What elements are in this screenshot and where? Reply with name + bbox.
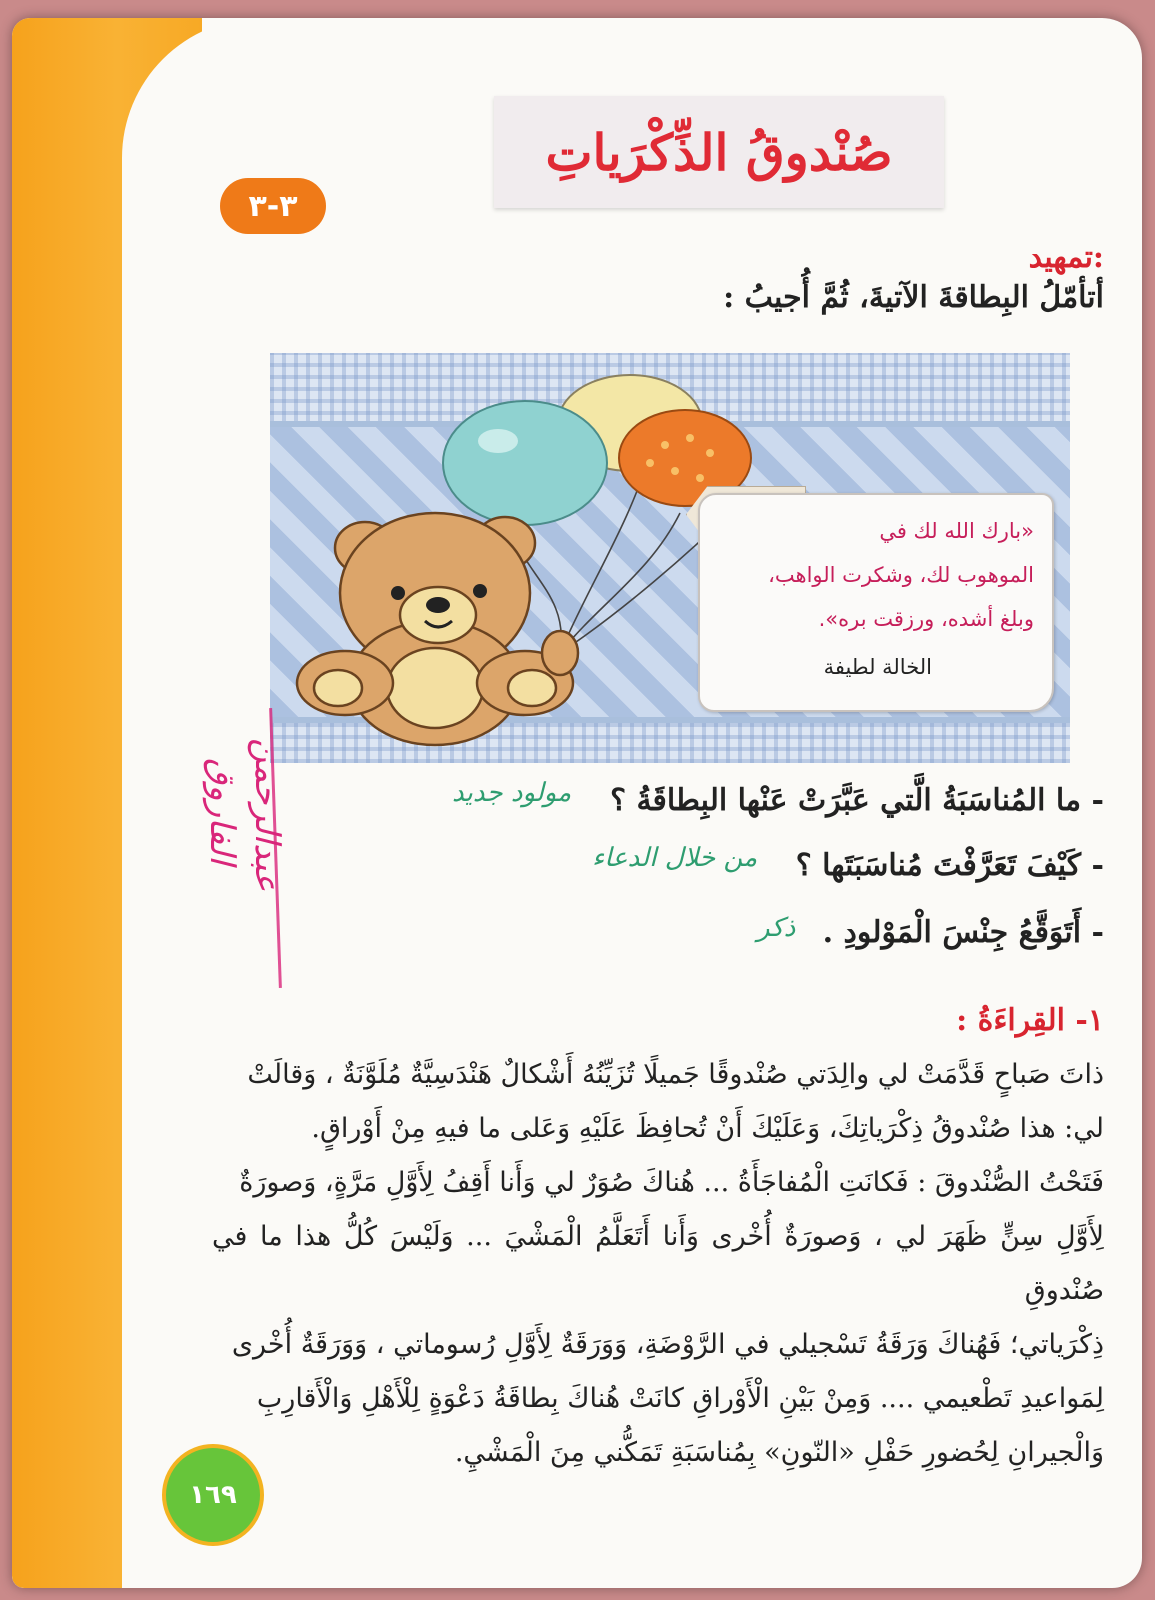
question-2: - كَيْفَ تَعَرَّفْتَ مُناسَبَتَها ؟ [795,848,1104,883]
intro-instruction: أتأمّلُ البِطاقةَ الآتيةَ، ثُمَّ أُجيبُ : [723,280,1104,315]
reading-label: ١- القِراءَةُ : [956,1003,1104,1038]
wish-line: الموهوب لك، وشكرت الواهب، [768,563,1034,587]
passage-line: ذاتَ صَباحٍ قَدَّمَتْ لي والِدَتي صُنْدوقًا جَميلًا تُزَيِّنُهُ أَشْكالٌ هَنْدَسِيَّةٌ مُلَوَّنَةٌ ، وَقالَتْ [247,1059,1104,1090]
title-banner [494,96,944,208]
passage-line: فَتَحْتُ الصُّنْدوقَ : فَكانَتِ الْمُفاجَأَةُ ... هُناكَ صُوَرٌ لي وَأَنا أَقِفُ لِأَوَّلِ مَرَّةٍ، وَصورَةٌ [239,1167,1104,1198]
lesson-title: صُنْدوقُ الذِّكْرَياتِ [545,122,893,182]
wish-line: وبلغ أشده، ورزقت بره». [818,607,1034,631]
question-1: - ما المُناسَبَةُ الَّتي عَبَّرَتْ عَنْها البِطاقَةُ ؟ [610,783,1104,818]
answer-3: ذكر [757,913,796,943]
answer-1: مولود جديد [452,778,572,808]
wish-text [714,509,1034,641]
birthday-card-illustration [270,353,1070,763]
wish-signature: الخالة لطيفة [823,655,932,679]
lesson-number-badge: ٣-٣ [220,178,326,234]
passage-line: وَالْجيرانِ لِحُضورِ حَفْلِ «النّونِ» بِمُناسَبَةِ تَمَكُّني مِنَ الْمَشْيِ. [454,1437,1104,1468]
page-number: ١٦٩ [162,1444,264,1546]
intro-label: تمهيد: [1028,240,1104,275]
handwritten-margin-note: الفاروق [202,758,242,865]
wish-message-box [698,493,1054,712]
handwritten-margin-note: عبدالرحمن [247,738,287,892]
reading-passage [212,1048,1104,1480]
passage-line: لِمَواعيدِ تَطْعيمي .... وَمِنْ بَيْنِ الْأَوْراقِ كانَتْ هُناكَ بِطاقَةُ دَعْوَةٍ لِلْأَهْلِ وَالْأَقارِبِ [256,1383,1104,1414]
book-page [12,18,1142,1588]
question-3: - أَتَوَقَّعُ جِنْسَ الْمَوْلودِ . [822,915,1104,950]
passage-line: لي: هذا صُنْدوقُ ذِكْرَياتِكَ، وَعَلَيْكَ أَنْ تُحافِظَ عَلَيْهِ وَعَلى ما فيهِ مِنْ أَوْراقٍ. [311,1113,1104,1144]
passage-line: لِأَوَّلِ سِنٍّ ظَهَرَ لي ، وَصورَةٌ أُخْرى وَأَنا أَتَعَلَّمُ الْمَشْيَ ... وَلَيْسَ كُلُّ هذا ما في صُنْدوقِ [212,1221,1104,1306]
wish-line: «بارك الله لك في [879,519,1034,543]
passage-line: ذِكْرَياتي؛ فَهُناكَ وَرَقَةُ تَسْجيلي في الرَّوْضَةِ، وَوَرَقَةٌ لِأَوَّلِ رُسوماتي ، وَوَرَقَةٌ أُخْرى [231,1329,1104,1360]
answer-2: من خلال الدعاء [592,843,758,873]
